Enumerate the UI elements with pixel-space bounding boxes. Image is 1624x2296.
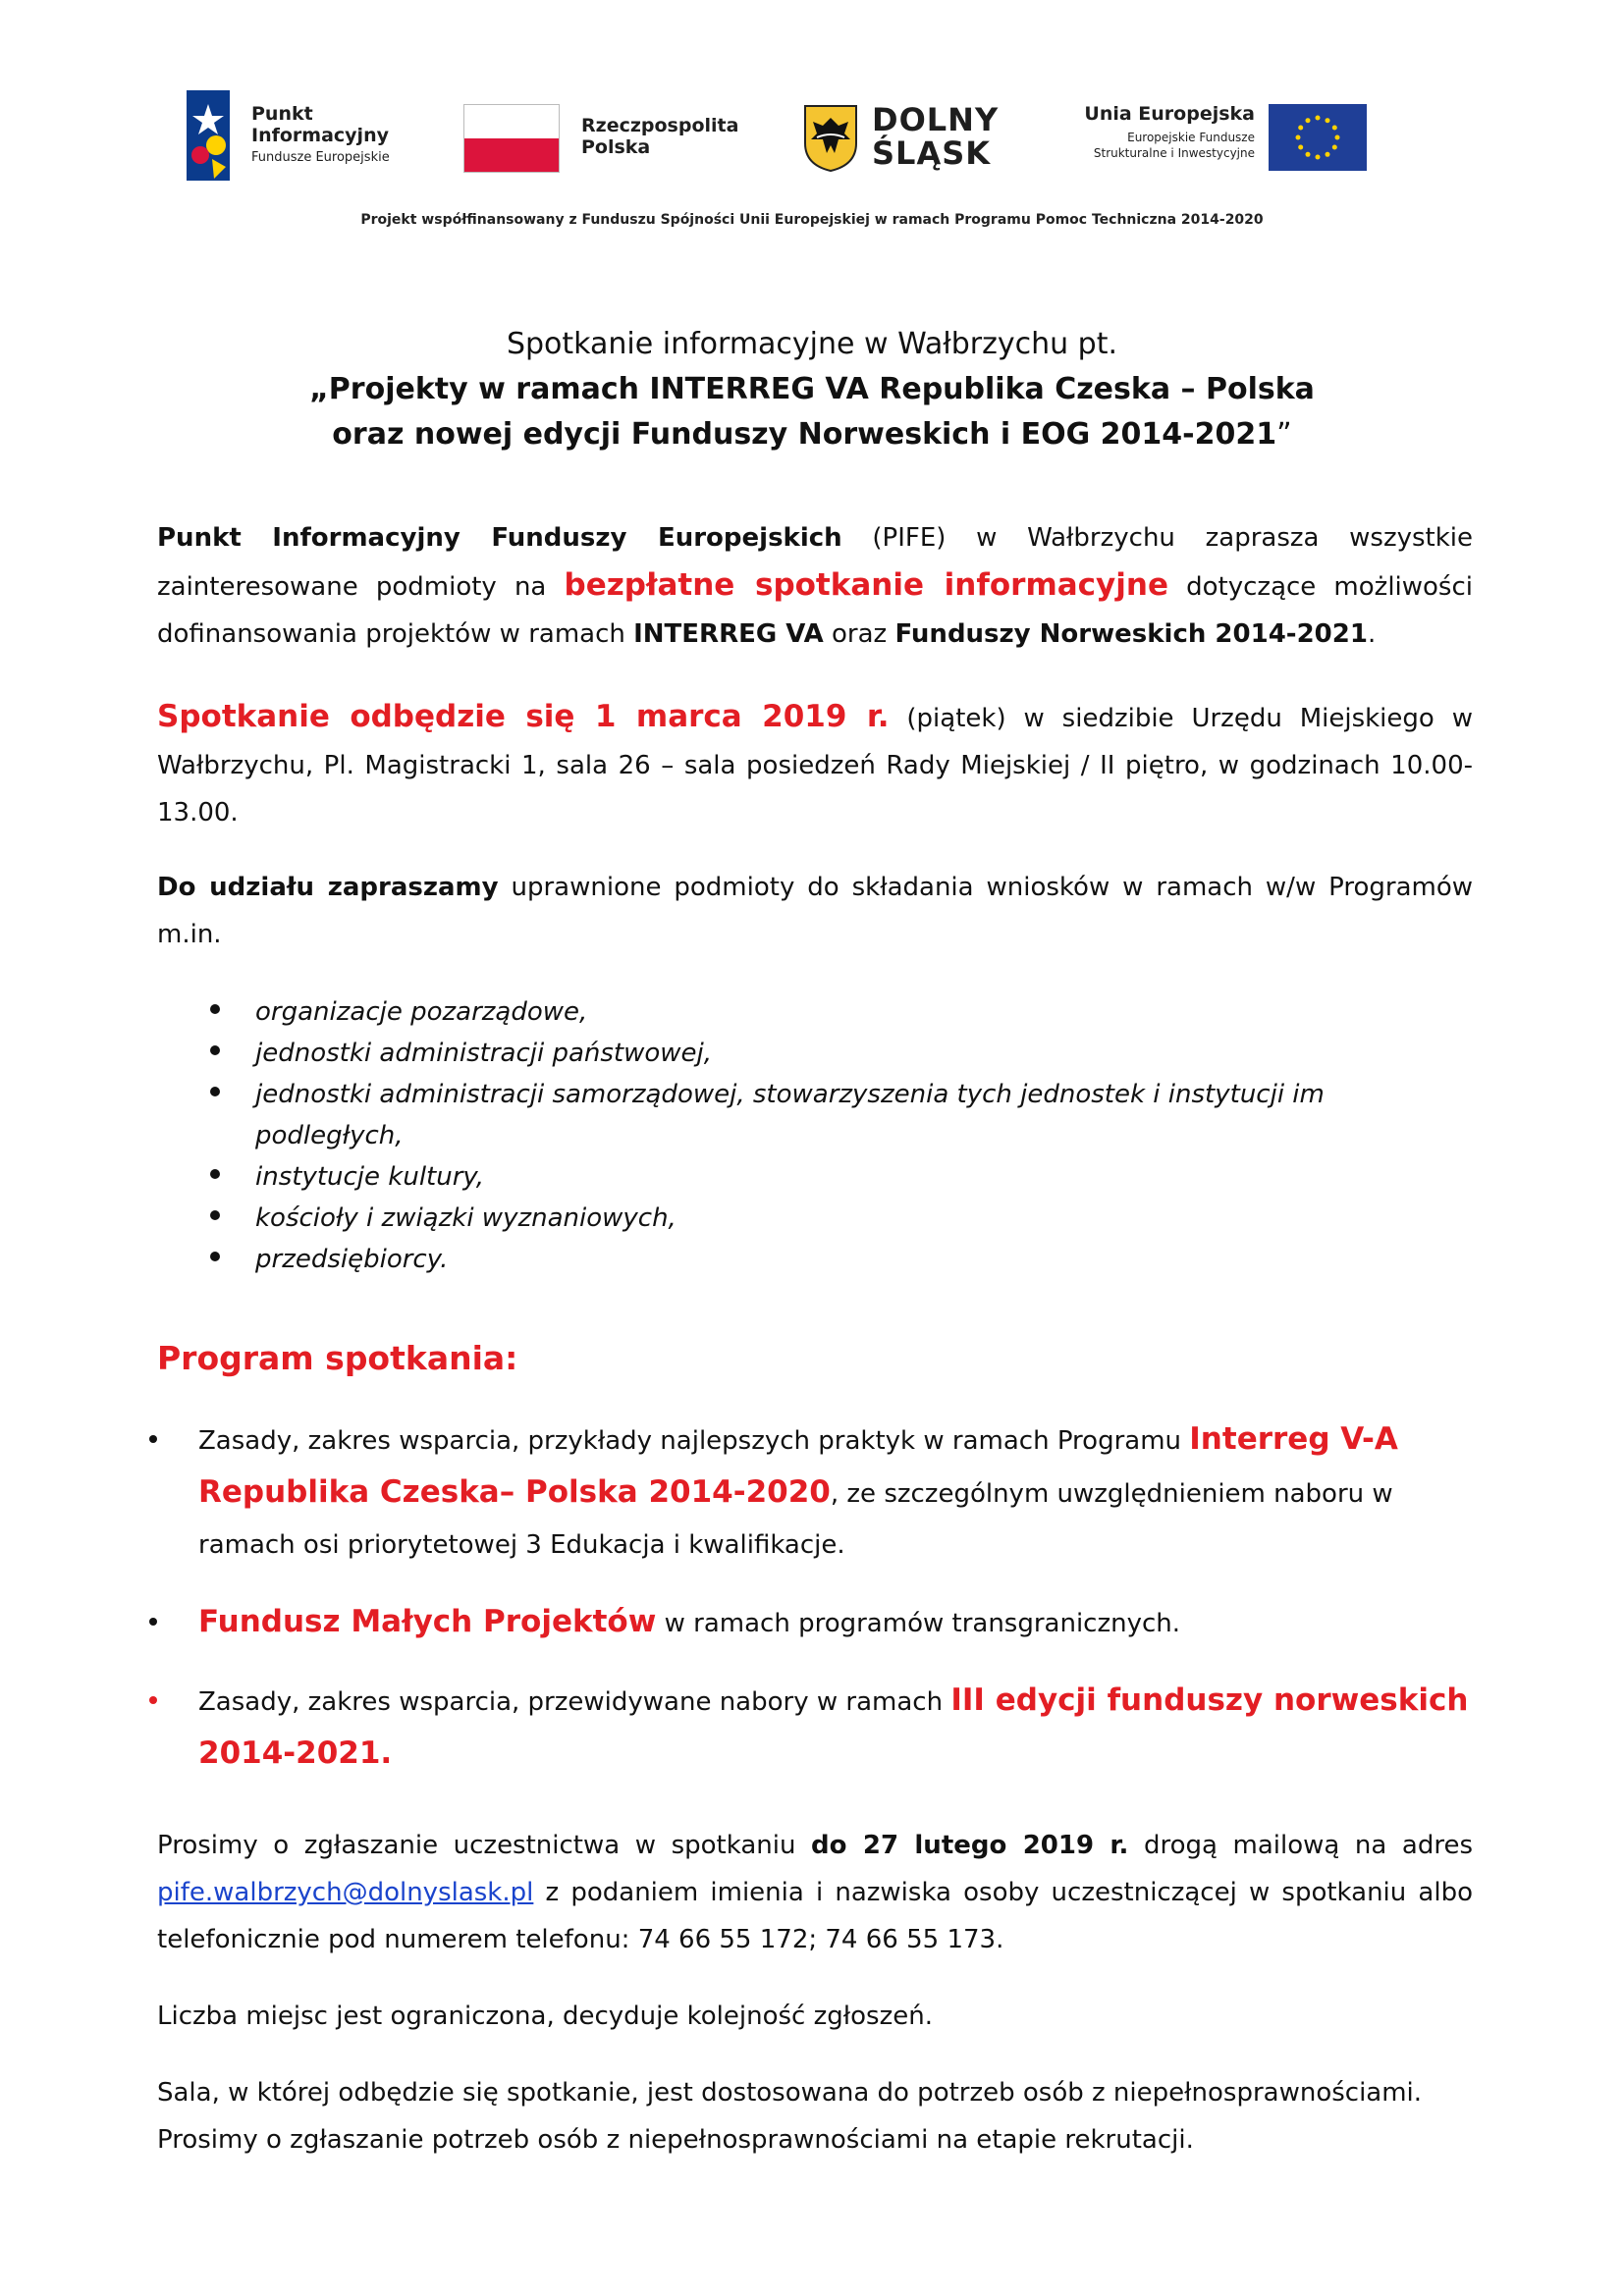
interreg-name: INTERREG VA <box>633 619 824 649</box>
date-section <box>157 693 1473 836</box>
date-paragraph <box>157 693 1473 836</box>
silesian-eagle-icon <box>803 104 858 173</box>
invite-paragraph <box>157 864 1473 958</box>
pife-logo <box>187 90 403 181</box>
eu-logo <box>1080 90 1384 181</box>
registration-paragraph: Prosimy o zgłaszanie uczestnictwa w spotkaniu do 27 lutego 2019 r. drogą mailową na adres pife.walbrzych@dolnyslask.pl z podaniem imienia i nazwiska osoby uczestniczącej w spotkaniu albo telefonicznie pod numerem telefonu: 74 66 55 172; 74 66 55 173. <box>157 1831 1473 1954</box>
email-link[interactable]: pife.walbrzych@dolnyslask.pl <box>157 1878 534 1907</box>
list-item: przedsiębiorcy. <box>157 1239 1473 1280</box>
bullet-icon <box>210 1169 220 1179</box>
eu-logo-line3: Strukturalne i Inwestycyjne <box>1093 146 1255 160</box>
bullet-icon <box>210 1210 220 1220</box>
program-item-norway: Zasady, zakres wsparcia, przewidywane nabory w ramach III edycji funduszy norweskich 2014-2021. <box>157 1675 1473 1781</box>
limit-section <box>157 1993 1473 2040</box>
title-line-1: Spotkanie informacyjne w Wałbrzychu pt. <box>506 327 1118 361</box>
invite-section <box>157 864 1473 958</box>
intro-text-3: oraz <box>823 619 895 649</box>
meeting-location-text: (piątek) w siedzibie Urzędu Miejskiego w Wałbrzychu, Pl. Magistracki 1, sala 26 – sala posiedzeń Rady Miejskiej / II piętro, w godzinach 10.00-13.00. <box>157 704 1473 828</box>
funding-note: Projekt współfinansowany z Funduszu Spójności Unii Europejskiej w ramach Programu Pomoc Techniczna 2014-2020 <box>360 212 1264 228</box>
list-item: instytucje kultury, <box>157 1156 1473 1198</box>
norway-edition-highlight: III edycji funduszy norweskich 2014-2021. <box>198 1682 1469 1771</box>
eu-logo-line2: Europejskie Fundusze <box>1127 131 1255 144</box>
pife-logo-line3: Fundusze Europejskie <box>251 150 390 165</box>
rp-logo-line2: Polska <box>581 136 651 158</box>
org-name: Punkt Informacyjny Funduszy Europejskich <box>157 523 842 553</box>
limit-paragraph: Liczba miejsc jest ograniczona, decyduje kolejność zgłoszeń. <box>157 2002 933 2031</box>
program-list <box>157 1414 1473 1781</box>
targets-list <box>157 991 1473 1280</box>
pife-logo-line1: Punkt <box>251 103 313 125</box>
title-line-2: „Projekty w ramach INTERREG VA Republika Czeska – Polska <box>309 372 1315 406</box>
program-title: Program spotkania: <box>157 1339 518 1377</box>
norway-funds-name: Funduszy Norweskich 2014-2021 <box>894 619 1368 649</box>
dolny-slask-logo-line2: ŚLĄSK <box>872 134 992 172</box>
accessibility-line-1: Sala, w której odbędzie się spotkanie, jest dostosowana do potrzeb osób z niepełnosprawnościami. <box>157 2078 1423 2108</box>
bullet-icon <box>210 1252 220 1261</box>
logo-strip <box>187 90 1384 181</box>
program-section <box>157 1339 1473 1377</box>
interreg-program-highlight: Interreg V-A Republika Czeska– Polska 2014-2020 <box>198 1421 1398 1510</box>
intro-paragraph <box>157 514 1473 658</box>
title-block <box>0 322 1624 457</box>
registration-section <box>157 1822 1473 1963</box>
free-meeting-highlight: bezpłatne spotkanie informacyjne <box>564 567 1168 603</box>
title-line-3 <box>0 412 1624 457</box>
invite-bold: Do udziału zapraszamy <box>157 873 499 902</box>
program-item-small-projects: Fundusz Małych Projektów w ramach programów transgranicznych. <box>157 1596 1473 1649</box>
eu-logo-line1: Unia Europejska <box>1084 103 1255 125</box>
dolny-slask-logo <box>803 90 1009 181</box>
bullet-icon <box>210 1045 220 1055</box>
polish-flag-icon <box>463 104 560 173</box>
intro-text-1: (PIFE) w Wałbrzychu zaprasza wszystkie zainteresowane podmioty na <box>157 523 1473 602</box>
deadline-bold: do 27 lutego 2019 r. <box>811 1831 1129 1860</box>
bullet-icon <box>149 1696 157 1704</box>
accessibility-line-2: Prosimy o zgłaszanie potrzeb osób z niepełnosprawnościami na etapie rekrutacji. <box>157 2125 1194 2155</box>
accessibility-section <box>157 2069 1473 2163</box>
bullet-icon <box>149 1435 157 1443</box>
bullet-icon <box>210 1004 220 1014</box>
list-item: jednostki administracji państwowej, <box>157 1033 1473 1074</box>
intro-text-2: dotyczące możliwości dofinansowania projektów w ramach <box>157 572 1474 649</box>
rp-logo-line1: Rzeczpospolita <box>581 115 739 136</box>
targets-section <box>157 991 1473 1280</box>
small-projects-highlight: Fundusz Małych Projektów <box>198 1604 657 1639</box>
pife-logo-line2: Informacyjny <box>251 125 389 146</box>
intro-text-4: . <box>1367 619 1377 649</box>
bullet-icon <box>210 1087 220 1096</box>
pife-emblem-icon <box>187 90 238 181</box>
program-items <box>157 1414 1473 1806</box>
list-item: organizacje pozarządowe, <box>157 991 1473 1033</box>
meeting-date-highlight: Spotkanie odbędzie się 1 marca 2019 r. <box>157 699 890 734</box>
title-line-3-text: oraz nowej edycji Funduszy Norweskich i EOG 2014-2021 <box>332 417 1277 452</box>
intro-section <box>157 514 1473 658</box>
list-item: kościoły i związki wyznaniowych, <box>157 1198 1473 1239</box>
program-item-rules: Zasady, zakres wsparcia, przykłady najlepszych praktyk w ramach Programu Interreg V-A Republika Czeska– Polska 2014-2020, ze szczególnym uwzględnieniem naboru w ramach osi priorytetowej 3 Edukacja i kwalifikacje. <box>157 1414 1473 1571</box>
eu-flag-icon <box>1269 104 1367 171</box>
invite-text: uprawnione podmioty do składania wniosków w ramach w/w Programów m.in. <box>157 873 1473 949</box>
list-item: jednostki administracji samorządowej, stowarzyszenia tych jednostek i instytucji im podległych, <box>157 1074 1473 1156</box>
bullet-icon <box>149 1618 157 1626</box>
rp-logo <box>463 90 768 181</box>
dolny-slask-logo-line1: DOLNY <box>872 101 1000 138</box>
title-closing-quote: ” <box>1276 417 1292 452</box>
